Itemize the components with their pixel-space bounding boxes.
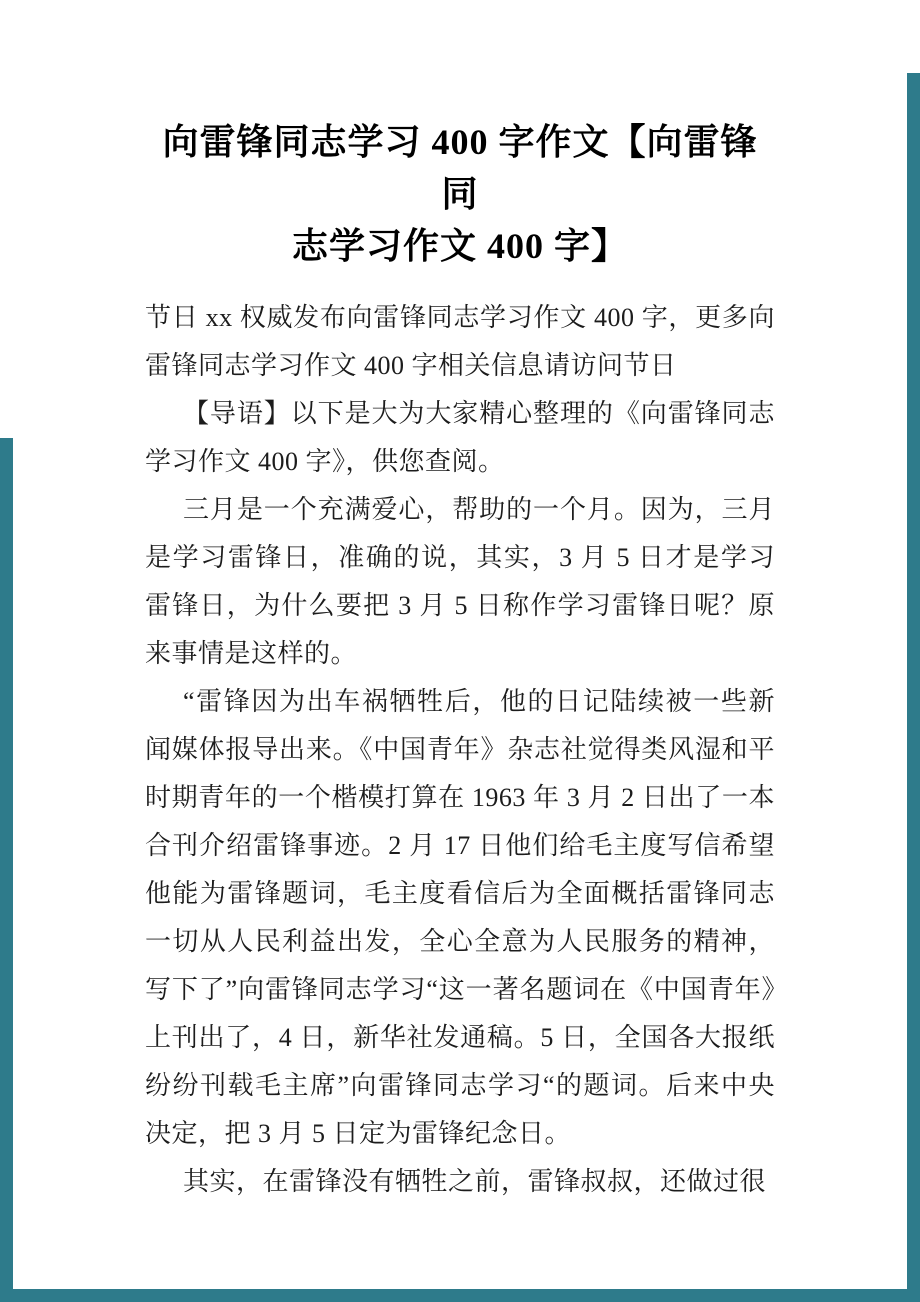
- paragraph-qishi: 其实，在雷锋没有牺牲之前，雷锋叔叔，还做过很: [183, 1167, 767, 1196]
- document-content: [145, 116, 775, 1206]
- page-edge-bar-bottom: [0, 1289, 920, 1302]
- doc-title: [145, 116, 775, 272]
- paragraph-march: 三月是一个充满爱心，帮助的一个月。因为，三月是学习雷锋日，准确的说，其实，3 月 5 日才是学习雷锋日，为什么要把 3 月 5 日称作学习雷锋日呢？原来事情是这样的。: [145, 495, 775, 668]
- paragraph-daoyu: 【导语】以下是大为大家精心整理的《向雷锋同志学习作文 400 字》，供您查阅。: [145, 399, 775, 476]
- paragraph-intro: 节日 xx 权威发布向雷锋同志学习作文 400 字，更多向雷锋同志学习作文 400 字相关信息请访问节日: [145, 303, 775, 380]
- page-edge-bar-right: [907, 73, 920, 1302]
- doc-title-line-2: 志学习作文 400 字】: [291, 226, 628, 266]
- paragraph-history: “雷锋因为出车祸牺牲后，他的日记陆续被一些新闻媒体报导出来。《中国青年》杂志社觉得类风湿和平时期青年的一个楷模打算在 1963 年 3 月 2 日出了一本合刊介绍雷锋事迹。2 月 17 日他们给毛主度写信希望他能为雷锋题词，毛主度看信后为全面概括雷锋同志一切从人民利益出发，全心全意为人民服务的精神，写下了”向雷锋同志学习“这一著名题词在《中国青年》上刊出了，4 日，新华社发通稿。5 日，全国各大报纸纷纷刊载毛主席”向雷锋同志学习“的题词。后来中央决定，把 3 月 5 日定为雷锋纪念日。: [145, 687, 775, 1148]
- page-edge-bar-left: [0, 438, 13, 1302]
- doc-body: [145, 294, 775, 1206]
- doc-title-line-1: 向雷锋同志学习 400 字作文【向雷锋同: [162, 122, 758, 214]
